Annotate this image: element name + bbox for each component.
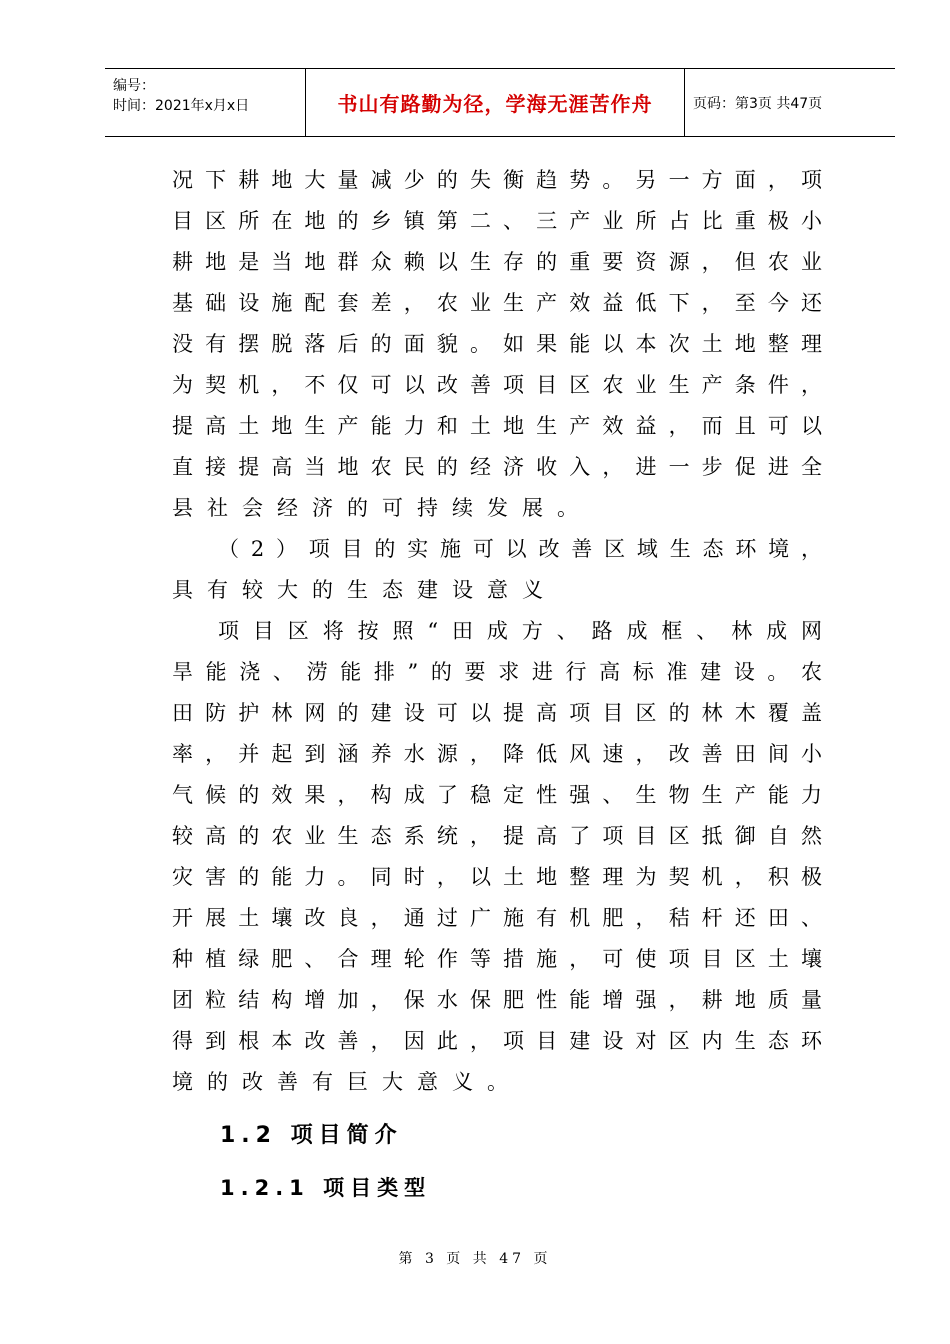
- text-line: 旱能浇、涝能排”的要求进行高标准建设。农: [172, 660, 822, 684]
- text-line: 灾害的能力。同时，以土地整理为契机，积极: [172, 865, 822, 889]
- text-line: 没有摆脱落后的面貌。如果能以本次土地整理: [172, 332, 822, 356]
- text-line: 较高的农业生态系统，提高了项目区抵御自然: [172, 824, 822, 848]
- document-header: [105, 68, 895, 137]
- section-heading: 1.2 项目简介: [220, 1123, 403, 1148]
- text-line: 团粒结构增加，保水保肥性能增强，耕地质量: [172, 988, 822, 1012]
- header-motto-cell: [306, 69, 685, 136]
- subsection-heading: 1.2.1 项目类型: [220, 1176, 432, 1200]
- text-line: 项目区将按照“田成方、路成框、林成网: [218, 619, 822, 643]
- motto-text: 书山有路勤为径，学海无涯苦作舟: [337, 92, 653, 116]
- text-line: 田防护林网的建设可以提高项目区的林木覆盖: [172, 701, 822, 725]
- text-line: 提高土地生产能力和土地生产效益，而且可以: [172, 414, 822, 438]
- text-line: 基础设施配套差，农业生产效益低下，至今还: [172, 291, 822, 315]
- text-line: 具有较大的生态建设意义: [172, 578, 557, 602]
- time-label: 时间：2021年x月x日: [113, 98, 250, 114]
- text-line: 为契机，不仅可以改善项目区农业生产条件，: [172, 373, 822, 397]
- page-footer: 第 3 页 共 47 页: [398, 1251, 552, 1267]
- text-line: 气候的效果，构成了稳定性强、生物生产能力: [172, 783, 822, 807]
- text-line: 率，并起到涵养水源，降低风速，改善田间小: [172, 742, 822, 766]
- page-info: 页码：第3页 共47页: [693, 95, 823, 112]
- text-line: 种植绿肥、合理轮作等措施，可使项目区土壤: [172, 947, 822, 971]
- text-line: 直接提高当地农民的经济收入，进一步促进全: [172, 455, 822, 479]
- text-line: 目区所在地的乡镇第二、三产业所占比重极小: [172, 209, 822, 233]
- text-line: 县社会经济的可持续发展。: [172, 496, 592, 520]
- text-line: 开展土壤改良，通过广施有机肥，秸杆还田、: [172, 906, 822, 930]
- body-text: [172, 160, 822, 1103]
- number-label: 编号：: [113, 78, 155, 94]
- text-line: 况下耕地大量减少的失衡趋势。另一方面，项: [172, 168, 822, 192]
- text-line: 耕地是当地群众赖以生存的重要资源，但农业: [172, 250, 822, 274]
- header-meta: [105, 69, 306, 136]
- text-line: （2）项目的实施可以改善区域生态环境，: [218, 537, 822, 561]
- text-line: 得到根本改善，因此，项目建设对区内生态环: [172, 1029, 822, 1053]
- header-page-cell: [685, 69, 903, 136]
- text-line: 境的改善有巨大意义。: [172, 1070, 522, 1094]
